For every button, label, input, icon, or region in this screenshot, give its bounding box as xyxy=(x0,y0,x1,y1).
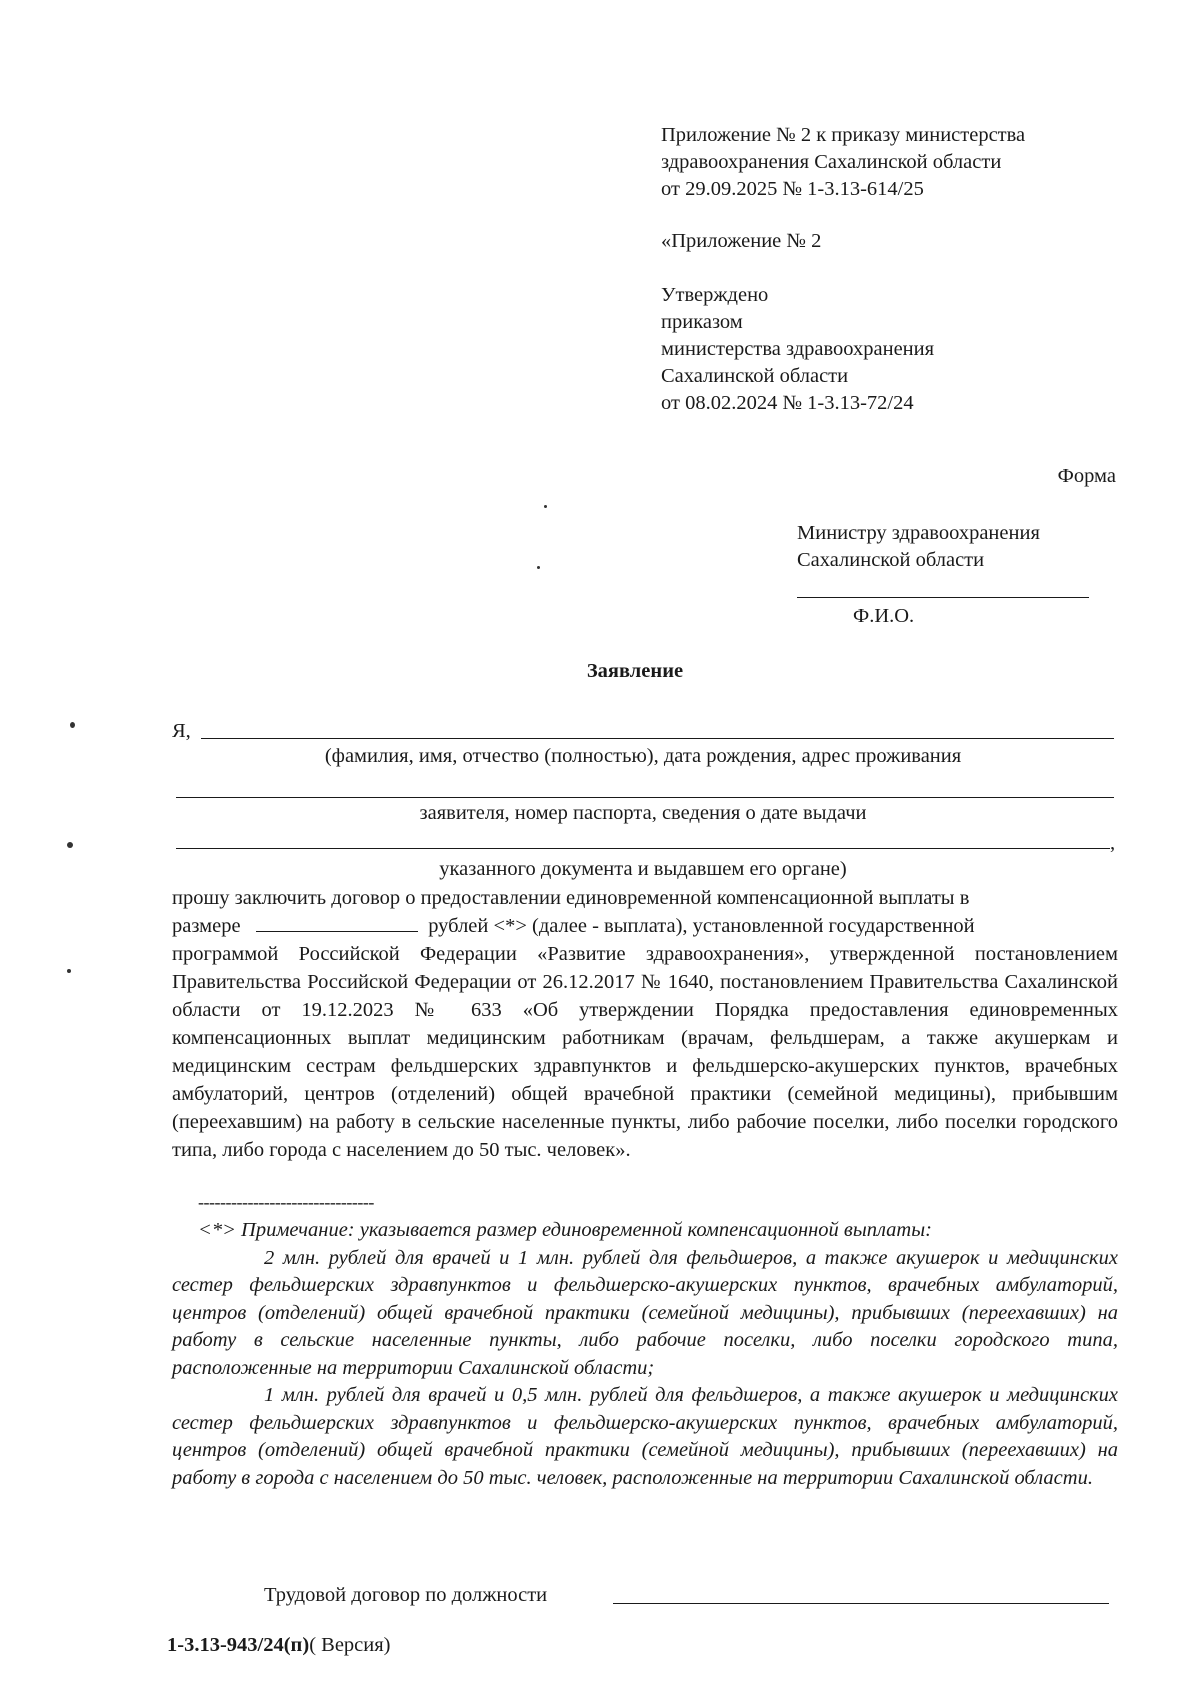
applicant-blank-line-2 xyxy=(176,797,1114,798)
applicant-caption-2: заявителя, номер паспорта, сведения о дате выдачи xyxy=(419,802,867,824)
approved-line-5: от 08.02.2024 № 1-3.13-72/24 xyxy=(661,392,914,414)
contract-row xyxy=(264,1582,547,1609)
document-title: Заявление xyxy=(586,660,684,682)
contract-label: Трудовой договор по должности xyxy=(264,1584,548,1606)
quote-appendix: «Приложение № 2 xyxy=(661,230,822,252)
footnote-block xyxy=(172,1217,1118,1492)
applicant-row xyxy=(172,718,1114,745)
scan-speck xyxy=(67,842,73,848)
addressee-line-2: Сахалинской области xyxy=(797,549,985,571)
fio-blank-line xyxy=(797,597,1089,598)
approved-line-1: Утверждено xyxy=(661,284,769,306)
appendix-line-2: здравоохранения Сахалинской области xyxy=(661,151,1002,173)
scan-speck xyxy=(544,505,547,508)
applicant-caption-1: (фамилия, имя, отчество (полностью), дата рождения, адрес проживания xyxy=(324,745,962,767)
applicant-prefix: Я, xyxy=(172,720,191,742)
addressee-block xyxy=(797,520,1117,574)
appendix-line-1: Приложение № 2 к приказу министерства xyxy=(661,124,1026,146)
application-body xyxy=(172,884,1118,1164)
form-label: Форма xyxy=(1057,465,1116,487)
scan-speck xyxy=(537,566,540,569)
approved-line-4: Сахалинской области xyxy=(661,365,849,387)
approved-line-2: приказом xyxy=(661,311,743,333)
scan-speck xyxy=(67,969,71,973)
note-item-1: 2 млн. рублей для врачей и 1 млн. рублей для фельдшеров, а также акушерок и медицинских сестер фельдшерских здравпунктов и фельдшерско-акушерских пунктов, врачебных амбулаторий, центров (отделений) общей врачебной практики (семейной медицины), прибывших (переехавших) на работу в сельские населенные пункты, либо рабочие поселки, либо поселки городского типа, расположенные на территории Сахалинской области; xyxy=(172,1246,1118,1379)
payment-size-blank xyxy=(256,913,418,932)
document-footer xyxy=(167,1632,391,1659)
applicant-caption-3: указанного документа и выдавшем его органе) xyxy=(439,858,847,880)
position-blank-line xyxy=(613,1603,1109,1604)
document-version: ( Версия) xyxy=(309,1634,391,1656)
body-size-line xyxy=(172,912,1118,940)
approved-line-3: министерства здравоохранения xyxy=(661,338,935,360)
body-rest: программой Российской Федерации «Развитие здравоохранения», утвержденной постановлением Правительства Российской Федерации от 26.12.2017 № 1640, постановлением Правительства Сахалинской области от 19.12.2023 № 633 «Об утверждении Порядка предоставления единовременных компенсационных выплат медицинским работникам (врачам, фельдшерам, а также акушеркам и медицинским сестрам фельдшерских здравпунктов и фельдшерско-акушерских пунктов, врачебных амбулаторий, центров (отделений) общей врачебной практики (семейной медицины), прибывшим (переехавшим) на работу в сельские населенные пункты, либо рабочие поселки, либо поселки городского типа, либо города с населением до 50 тыс. человек». xyxy=(172,943,1118,1161)
appendix-header xyxy=(661,122,1141,417)
note-separator: -------------------------------- xyxy=(198,1192,374,1212)
note-heading: <*> Примечание: указывается размер единовременной компенсационной выплаты: xyxy=(198,1219,932,1241)
applicant-blank-line-1 xyxy=(201,738,1114,739)
fio-label: Ф.И.О. xyxy=(853,605,915,627)
addressee-line-1: Министру здравоохранения xyxy=(797,522,1040,544)
scan-speck xyxy=(70,722,75,728)
applicant-comma: , xyxy=(1110,832,1116,854)
appendix-line-3: от 29.09.2025 № 1-3.13-614/25 xyxy=(661,178,924,200)
size-prefix: размере xyxy=(172,915,241,937)
body-line-1: прошу заключить договор о предоставлении единовременной компенсационной выплаты в xyxy=(172,887,970,909)
document-code: 1-3.13-943/24(п) xyxy=(167,1634,310,1656)
note-item-2: 1 млн. рублей для врачей и 0,5 млн. рублей для фельдшеров, а также акушерок и медицинских сестер фельдшерских здравпунктов и фельдшерско-акушерских пунктов, врачебных амбулаторий, центров (отделений) общей врачебной практики (семейной медицины), прибывших (переехавших) на работу в города с населением до 50 тыс. человек, расположенные на территории Сахалинской области. xyxy=(172,1384,1118,1489)
applicant-blank-line-3 xyxy=(176,848,1110,849)
size-suffix: рублей <*> (далее - выплата), установленной государственной xyxy=(428,915,975,937)
